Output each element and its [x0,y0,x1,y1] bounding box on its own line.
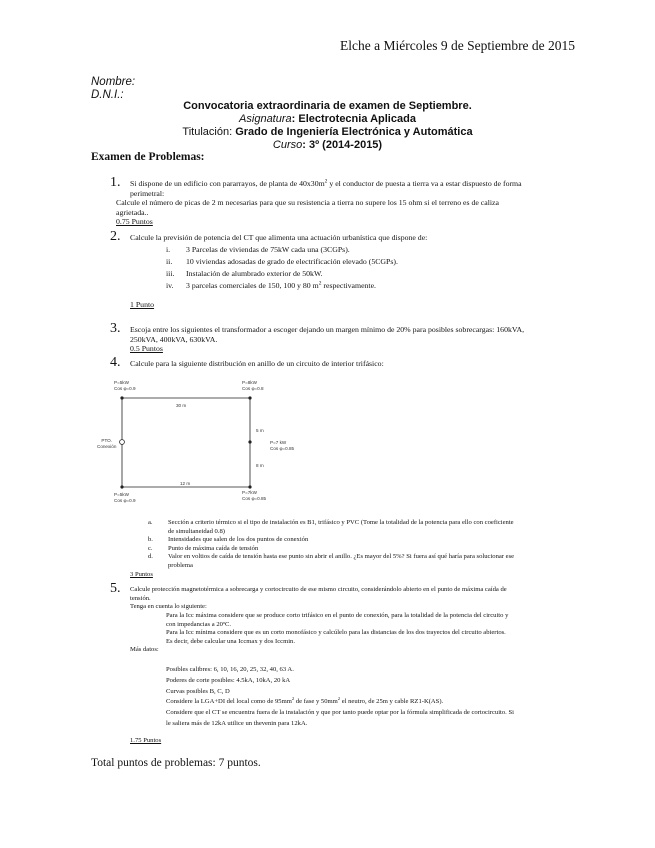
problem-5-points: 1.75 Puntos [130,737,162,744]
problem-5-data [166,665,514,730]
course-label: Curso [272,139,303,151]
connection-point [120,440,125,445]
list-item-continuation: de simultaneidad 0.8) [168,527,225,535]
list-item: i. 3 Parcelas de viviendas de 75kW cada una (3CGPs). [166,245,350,254]
degree-line [0,126,655,139]
problem-2-points: 1 Punto [130,300,155,309]
load-top-right: P=8kW Cos φ=0.8 [242,380,264,391]
subject-line [0,113,655,126]
problem-4-points: 3 Puntos [130,571,153,578]
segment-right-top: 5 m [256,428,264,433]
list-item: Considere la LGA+DI del local como de $95mm^2$ de fase y $50mm^2$ el neutro, de 25m y cable RZ1-K(AS). [166,696,444,706]
course-value: : 3º (2014-2015) [302,139,383,151]
node-bottom-right [248,485,251,488]
subject-value: : Electrotecnia Aplicada [291,113,416,125]
list-item: b. Intensidades que salen de los dos puntos de conexión [148,536,309,544]
list-item: c. Punto de máxima caída de tensión [148,544,259,552]
dni-label: D.N.I.: [91,89,124,101]
mas-datos-label: Más datos: [130,646,159,653]
load-bottom-left: P=5kW Cos φ=0.9 [114,492,136,503]
problem-5-notes: Para la Icc máxima considere que se produce corto trifásico en el punto de conexión, para la totalidad de la potencia del circuito y con impedancias a 20ºC. Para la Icc mínima considere que es un corto monofásico y calcúlelo para las distancias de los dos trayectos del circuito abiertos. Es decir, debe calcular una Iccmax y dos Iccmin. [166,612,509,645]
list-item: Poderes de corte posibles: 4.5kA, 10kA, 20 kA [166,676,291,684]
problem-4-text: Calcule para la siguiente distribución en anillo de un circuito de interior trifásico: [130,359,384,368]
load-bottom-right: P=7kW Cos φ=0.85 [242,490,267,501]
node-bottom-left [120,485,123,488]
list-item: Posibles calibres: 6, 10, 16, 20, 25, 32, 40, 63 A. [166,666,294,673]
list-item: iv. 3 parcelas comerciales de 150, 100 y 80 $m^2$ respectivamente. [166,280,377,290]
problem-3-text [130,325,524,354]
problem-5-line-1: Calcule protección magnetotérmica a sobrecarga y cortocircuito de ese mismo circuito, considerándolo abierto en el punto de máxima caída de [130,586,507,593]
problem-2-text: Calcule la previsión de potencia del CT que alimenta una actuación urbanística que dispone de: [130,233,428,242]
list-item: ii. 10 viviendas adosadas de grado de electrificación elevado (5CGPs). [166,257,398,266]
exam-title: Convocatoria extraordinaria de examen de Septiembre. [183,100,472,112]
connection-label: PTO. Conexión [97,438,117,449]
degree-value: Grado de Ingeniería Electrónica y Automática [235,126,473,138]
problem-3-line-2: 250kVA, 400kVA, 630kVA. [130,334,218,344]
problem-1-text [116,178,522,227]
problem-5-line-2: tensión. [130,594,151,602]
section-title: Examen de Problemas: [91,151,205,163]
node-right [248,440,251,443]
list-item: iii. Instalación de alumbrado exterior de 50kW. [166,269,323,278]
student-fields [91,76,135,102]
problem-4-subitems [148,519,514,571]
list-item: a. Sección a criterio térmico si el tipo de instalación es B1, trifásico y PVC (Tome la totalidad de la potencia para ello con coeficiente [148,519,514,526]
list-item: Considere que el CT se encuentra fuera de la instalación y que por tanto puede optar por la fórmula simplificada de cortocircuito. Si [166,709,514,717]
node-top-left [120,396,123,399]
segment-top: 30 m [176,403,187,408]
total-points: Total puntos de problemas: 7 puntos. [91,757,261,769]
node-top-right [248,396,251,399]
problem-2-list [166,244,398,292]
problem-1-line-3: Calcule el número de picas de 2 m necesarias para que su resistencia a tierra no supere los 15 ohm si el terreno es de caliza [116,198,499,207]
degree-label: Titulación: [182,126,236,138]
problem-5-line-3: Tenga en cuenta lo siguiente: [130,603,207,611]
list-item: le saliera más de 12kA utilice un thevenin para 12kA. [166,719,308,727]
list-item: Curvas posibles B, C, D [166,687,230,695]
list-item: d. Valor en voltios de caída de tensión hasta ese punto sin abrir el anillo. ¿Es mayor del 5%? Si fuera así qué haría para solucionar ese [148,553,515,561]
problem-1-line-1: Si dispone de un edificio con pararrayos, de planta de $40x30m^2$ y el conductor de puesta a tierra va a estar dispuesto de forma [130,178,522,188]
load-top-left: P=5kW Cos φ=0.9 [114,380,136,391]
subject-label: Asignatura [239,113,292,125]
segment-bottom: 12 m [180,481,191,486]
problem-3-line-1: Escoja entre los siguientes el transformador a escoger dejando un margen mínimo de 20% para posibles sobrecargas: 160kVA, [130,325,525,334]
problem-1-line-2: perimetral: [130,188,165,198]
list-item-continuation: problema [168,561,193,569]
problem-4-number: 4. [110,355,121,370]
nombre-label: Nombre: [91,76,136,88]
load-right: P=7 kW Cos φ=0.85 [270,440,295,451]
exam-date: Elche a Miércoles 9 de Septiembre de 2015 [340,38,576,53]
segment-right-bottom: 8 m [256,463,264,468]
ring-circuit-diagram [85,375,300,510]
problem-5-number: 5. [110,581,121,596]
problem-2-number: 2. [110,229,121,244]
problem-3-number: 3. [110,321,121,336]
problem-1-number: 1. [110,175,121,190]
problem-5-text [130,586,507,612]
problem-1-line-4: agrietada.. [116,207,149,217]
problem-1-points: 0.75 Puntos [116,217,153,226]
problem-3-points: 0.5 Puntos [130,344,163,353]
